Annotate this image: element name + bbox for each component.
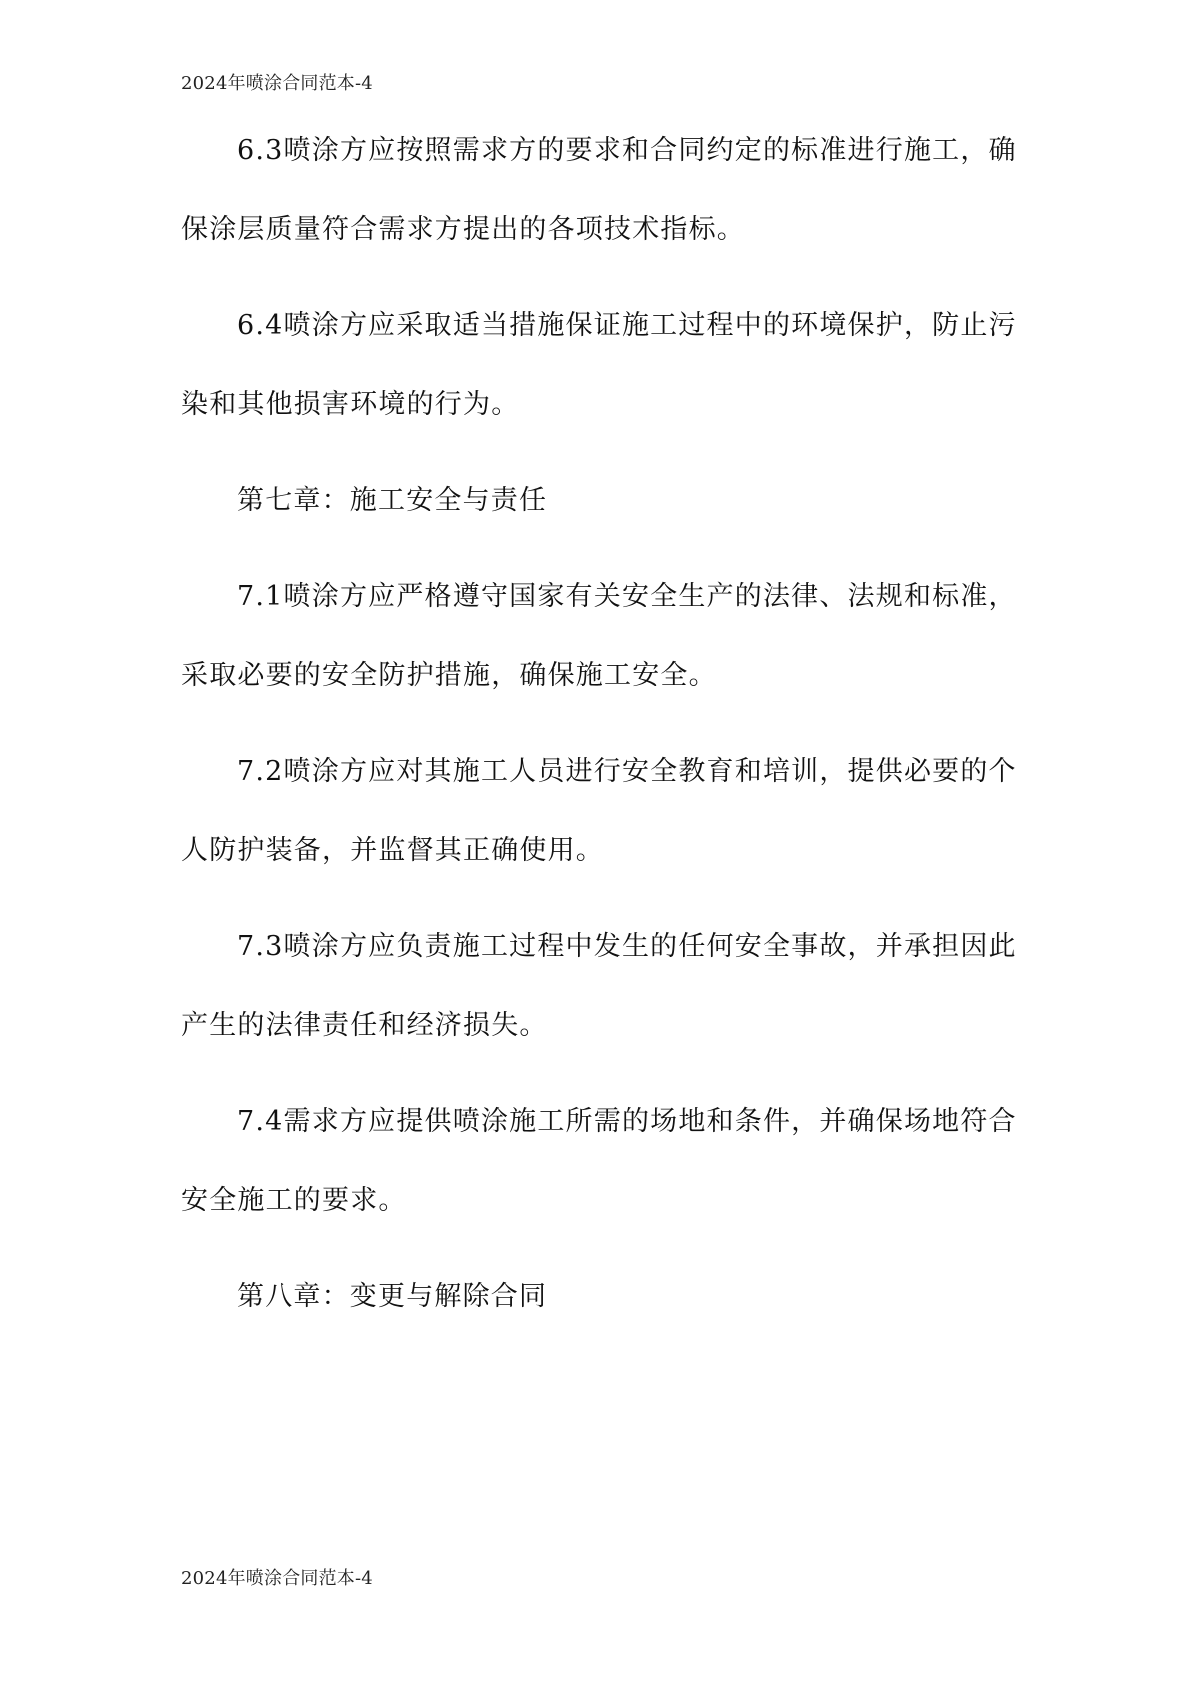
- clause-7-2-cont: [181, 831, 604, 871]
- clause-7-2: [181, 752, 1017, 792]
- clause-7-4: [181, 1102, 1017, 1142]
- clause-7-1: [181, 577, 1017, 617]
- clause-6-3-cont: [181, 210, 745, 250]
- clause-7-3-line-2: 产生的法律责任和经济损失。: [181, 1010, 548, 1041]
- clause-6-3: [181, 131, 1017, 171]
- clause-7-2-line-2: 人防护装备，并监督其正确使用。: [181, 835, 604, 866]
- clause-7-2-line-1: 7.2喷涂方应对其施工人员进行安全教育和培训，提供必要的个: [237, 756, 1017, 787]
- clause-6-3-line-2: 保涂层质量符合需求方提出的各项技术指标。: [181, 214, 745, 245]
- chapter-7-heading: [181, 481, 547, 521]
- chapter-8-title: 第八章：变更与解除合同: [237, 1281, 548, 1312]
- page-footer: 2024年喷涂合同范本-4: [181, 1568, 373, 1589]
- clause-7-3-line-1: 7.3喷涂方应负责施工过程中发生的任何安全事故，并承担因此: [237, 931, 1017, 962]
- clause-7-1-cont: [181, 656, 717, 696]
- clause-7-3-cont: [181, 1006, 548, 1046]
- clause-7-1-line-1: 7.1喷涂方应严格遵守国家有关安全生产的法律、法规和标准，: [237, 581, 1017, 612]
- chapter-7-title: 第七章：施工安全与责任: [237, 485, 548, 516]
- page-header: 2024年喷涂合同范本-4: [181, 73, 373, 94]
- clause-6-4-line-1: 6.4喷涂方应采取适当措施保证施工过程中的环境保护，防止污: [237, 310, 1017, 341]
- clause-6-3-line-1: 6.3喷涂方应按照需求方的要求和合同约定的标准进行施工，确: [237, 135, 1017, 166]
- clause-7-3: [181, 927, 1017, 967]
- clause-7-1-line-2: 采取必要的安全防护措施，确保施工安全。: [181, 660, 717, 691]
- clause-6-4: [181, 306, 1017, 346]
- clause-6-4-line-2: 染和其他损害环境的行为。: [181, 389, 520, 420]
- clause-7-4-line-1: 7.4需求方应提供喷涂施工所需的场地和条件，并确保场地符合: [237, 1106, 1017, 1137]
- clause-6-4-cont: [181, 385, 519, 425]
- clause-7-4-line-2: 安全施工的要求。: [181, 1185, 407, 1216]
- chapter-8-heading: [181, 1277, 547, 1317]
- clause-7-4-cont: [181, 1181, 407, 1221]
